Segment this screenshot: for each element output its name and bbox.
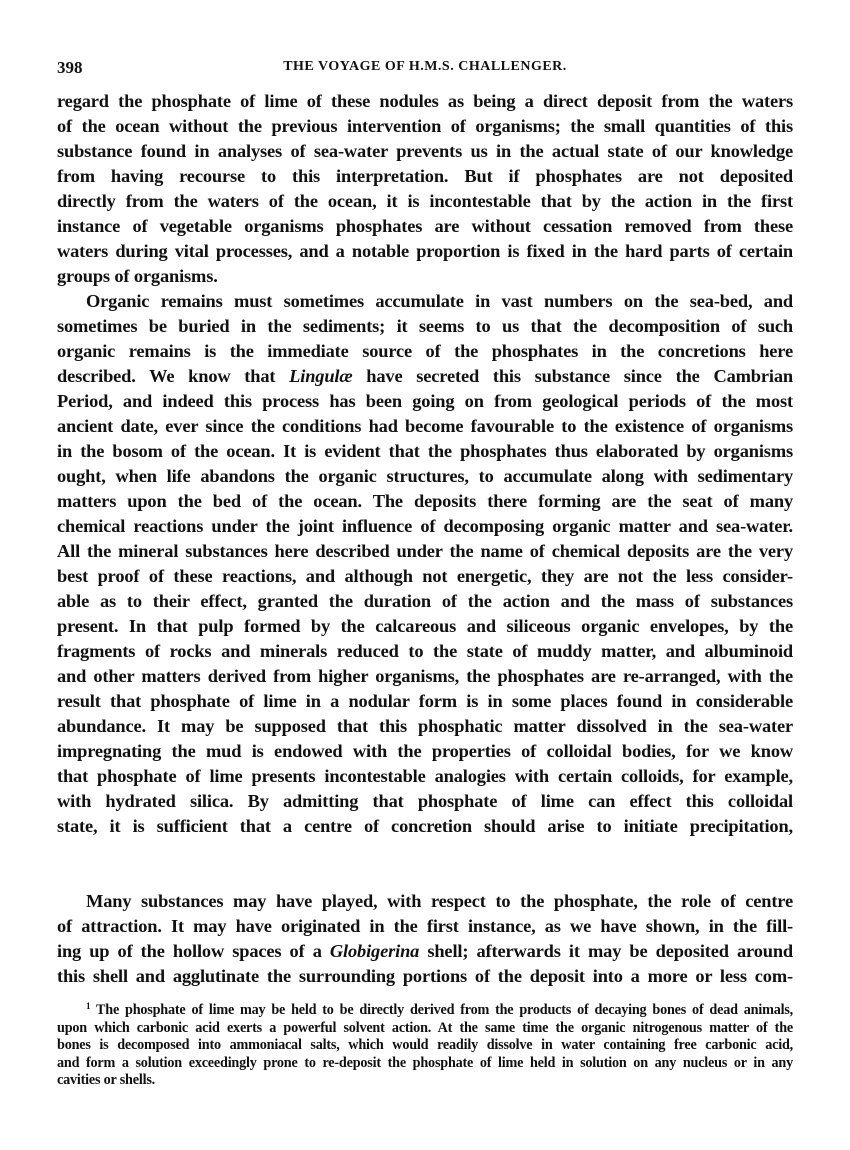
text-line: [57, 939, 793, 964]
page-number: 398: [57, 58, 83, 77]
footnote-line: upon which carbonic acid exerts a powerful solvent action. At the same time the organic nitrogenous matter of the: [57, 1019, 793, 1036]
running-head: [57, 58, 793, 82]
taxon-name: Lingulæ: [289, 366, 353, 386]
text-line: Many substances may have played, with respect to the phosphate, the role of centre: [86, 891, 793, 911]
footnote-line: [57, 1002, 793, 1020]
text-line: matters upon the bed of the ocean. The deposits there forming are the seat of many: [57, 491, 793, 511]
text-line: [57, 864, 793, 889]
footnote-number: 1: [86, 1001, 91, 1011]
text-line: best proof of these reactions, and although not energetic, they are not the less consider-: [57, 566, 793, 586]
text-line: organic remains is the immediate source of the phosphates in the concretions here: [57, 341, 793, 361]
text-line: Period, and indeed this process has been going on from geological periods of the most: [57, 391, 793, 411]
running-title: THE VOYAGE OF H.M.S. CHALLENGER.: [283, 59, 567, 74]
text-run: ing up of the hollow spaces of a: [57, 941, 330, 961]
text-line: able as to their effect, granted the duration of the action and the mass of substances: [57, 591, 793, 611]
text-line: substance found in analyses of sea-water prevents us in the actual state of our knowledge: [57, 141, 793, 161]
text-line: impregnating the mud is endowed with the properties of colloidal bodies, for we know: [57, 741, 793, 761]
taxon-name: Globigerina: [329, 941, 420, 961]
text-line: groups of organisms.: [57, 266, 218, 286]
body-text: [57, 89, 793, 989]
text-line: of attraction. It may have originated in the first instance, as we have shown, in the fill-: [57, 916, 793, 936]
text-line: ought, when life abandons the organic structures, to accumulate along with sedimentary: [57, 466, 793, 486]
footnotes: [57, 1002, 793, 1090]
text-line: Organic remains must sometimes accumulate in vast numbers on the sea-bed, and: [86, 291, 793, 311]
text-line: instance of vegetable organisms phosphates are without cessation removed from these: [57, 216, 793, 236]
paragraph: [57, 89, 793, 289]
footnote-line: cavities or shells.: [57, 1072, 155, 1088]
text-line: state, it is sufficient that a centre of concretion should arise to initiate precipitation,: [57, 816, 793, 836]
text-run: The phosphate of lime may be held to be directly derived from the products of decaying bones of dead animals,: [96, 1002, 793, 1018]
footnote-line: and form a solution exceedingly prone to re-deposit the phosphate of lime held in solution on any nucleus or in any: [57, 1054, 793, 1071]
text-line: ancient date, ever since the conditions had become favourable to the existence of organisms: [57, 416, 793, 436]
text-run: shell; afterwards it may be deposited around: [419, 941, 794, 961]
text-line: abundance. It may be supposed that this phosphatic matter dissolved in the sea-water: [57, 716, 793, 736]
text-line: present. In that pulp formed by the calcareous and siliceous organic envelopes, by the: [57, 616, 793, 636]
text-run: described. We know that: [57, 366, 290, 386]
text-line: waters during vital processes, and a notable proportion is fixed in the hard parts of certain: [57, 241, 793, 261]
text-line: [57, 364, 793, 389]
text-line: sometimes be buried in the sediments; it seems to us that the decomposition of such: [57, 316, 793, 336]
text-line: in the bosom of the ocean. It is evident that the phosphates thus elaborated by organisms: [57, 441, 793, 461]
text-line: that phosphate of lime presents incontestable analogies with certain colloids, for example,: [57, 766, 793, 786]
text-line: from having recourse to this interpretation. But if phosphates are not deposited: [57, 166, 793, 186]
text-line: of the ocean without the previous intervention of organisms; the small quantities of this: [57, 116, 793, 136]
text-line: and other matters derived from higher organisms, the phosphates are re-arranged, with the: [57, 666, 793, 686]
text-run: have secreted this substance since the Cambrian: [352, 366, 793, 386]
text-line: directly from the waters of the ocean, it is incontestable that by the action in the first: [57, 191, 793, 211]
text-line: [57, 839, 793, 864]
paragraph: [57, 289, 793, 889]
text-line: this shell and agglutinate the surrounding portions of the deposit into a more or less com-: [57, 966, 793, 986]
text-line: result that phosphate of lime in a nodular form is in some places found in considerable: [57, 691, 793, 711]
text-line: chemical reactions under the joint influence of decomposing organic matter and sea-water.: [57, 516, 793, 536]
footnote-line: bones is decomposed into ammoniacal salts, which would readily dissolve in water containing free carbonic acid,: [57, 1037, 793, 1053]
text-line: All the mineral substances here described under the name of chemical deposits are the very: [57, 541, 793, 561]
text-line: regard the phosphate of lime of these nodules as being a direct deposit from the waters: [57, 91, 793, 111]
paragraph: [57, 889, 793, 989]
text-line: fragments of rocks and minerals reduced to the state of muddy matter, and albuminoid: [57, 641, 793, 661]
text-line: with hydrated silica. By admitting that phosphate of lime can effect this colloidal: [57, 791, 793, 811]
